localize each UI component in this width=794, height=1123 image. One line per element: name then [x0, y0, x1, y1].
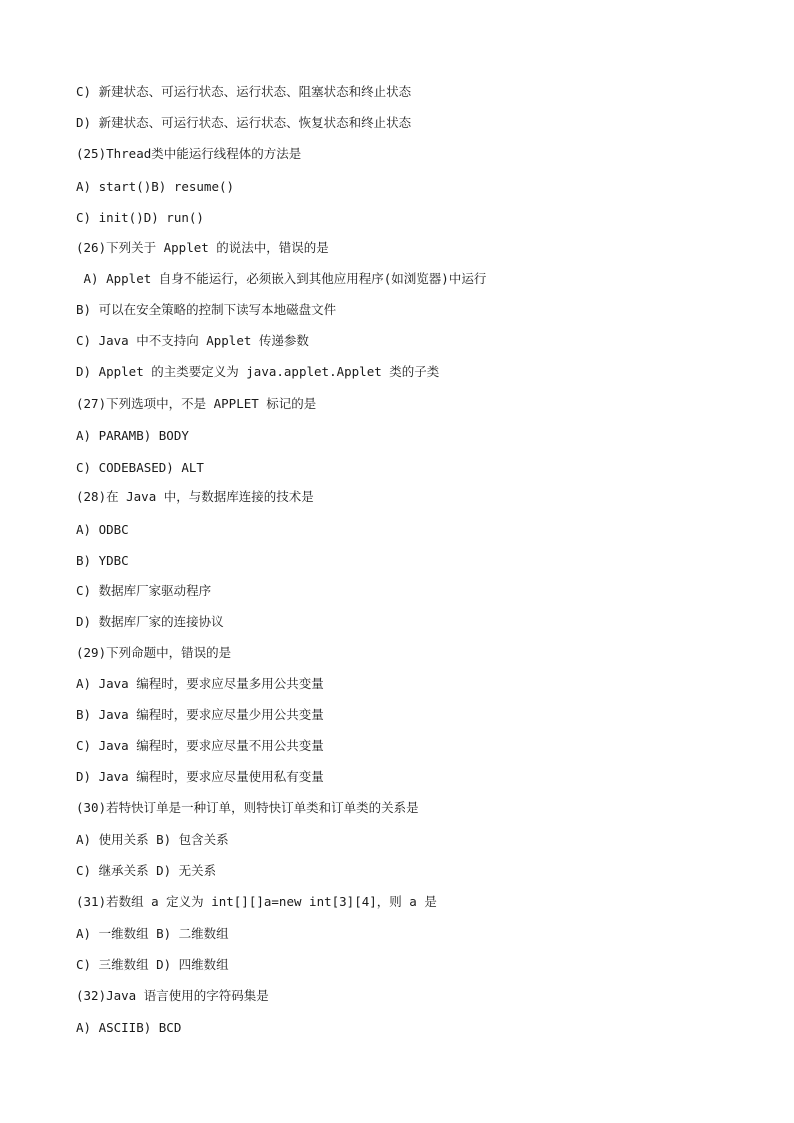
option-30ab: A) 使用关系 B) 包含关系 — [76, 832, 229, 847]
option-26a: A) Applet 自身不能运行，必须嵌入到其他应用程序(如浏览器)中运行 — [76, 271, 487, 286]
question-29: (29)下列命题中，错误的是 — [76, 645, 232, 660]
option-26b: B) 可以在安全策略的控制下读写本地磁盘文件 — [76, 302, 337, 317]
option-26d: D) Applet 的主类要定义为 java.applet.Applet 类的子类 — [76, 364, 440, 379]
question-31: (31)若数组 a 定义为 int[][]a=new int[3][4]，则 a 是 — [76, 894, 437, 909]
option-28c: C) 数据库厂家驱动程序 — [76, 583, 212, 598]
option-29a: A) Java 编程时，要求应尽量多用公共变量 — [76, 676, 324, 691]
option-25cd: C) init()D) run() — [76, 210, 204, 225]
option-27ab: A) PARAMB) BODY — [76, 428, 189, 443]
option-24c: C) 新建状态、可运行状态、运行状态、阻塞状态和终止状态 — [76, 84, 412, 99]
option-27cd: C) CODEBASED) ALT — [76, 460, 204, 475]
option-24d: D) 新建状态、可运行状态、运行状态、恢复状态和终止状态 — [76, 115, 412, 130]
option-28d: D) 数据库厂家的连接协议 — [76, 614, 224, 629]
option-29d: D) Java 编程时，要求应尽量使用私有变量 — [76, 769, 324, 784]
question-26: (26)下列关于 Applet 的说法中，错误的是 — [76, 240, 329, 255]
option-31ab: A) 一维数组 B) 二维数组 — [76, 926, 229, 941]
option-29c: C) Java 编程时，要求应尽量不用公共变量 — [76, 738, 324, 753]
question-27: (27)下列选项中，不是 APPLET 标记的是 — [76, 396, 317, 411]
option-25ab: A) start()B) resume() — [76, 179, 235, 194]
option-28b: B) YDBC — [76, 553, 129, 568]
question-25: (25)Thread类中能运行线程体的方法是 — [76, 146, 302, 161]
option-28a: A) ODBC — [76, 522, 129, 537]
question-32: (32)Java 语言使用的字符码集是 — [76, 988, 269, 1003]
question-30: (30)若特快订单是一种订单，则特快订单类和订单类的关系是 — [76, 800, 419, 815]
option-32ab: A) ASCIIB) BCD — [76, 1020, 182, 1035]
question-28: (28)在 Java 中，与数据库连接的技术是 — [76, 489, 314, 504]
option-29b: B) Java 编程时，要求应尽量少用公共变量 — [76, 707, 324, 722]
option-31cd: C) 三维数组 D) 四维数组 — [76, 957, 229, 972]
option-30cd: C) 继承关系 D) 无关系 — [76, 863, 217, 878]
option-26c: C) Java 中不支持向 Applet 传递参数 — [76, 333, 309, 348]
